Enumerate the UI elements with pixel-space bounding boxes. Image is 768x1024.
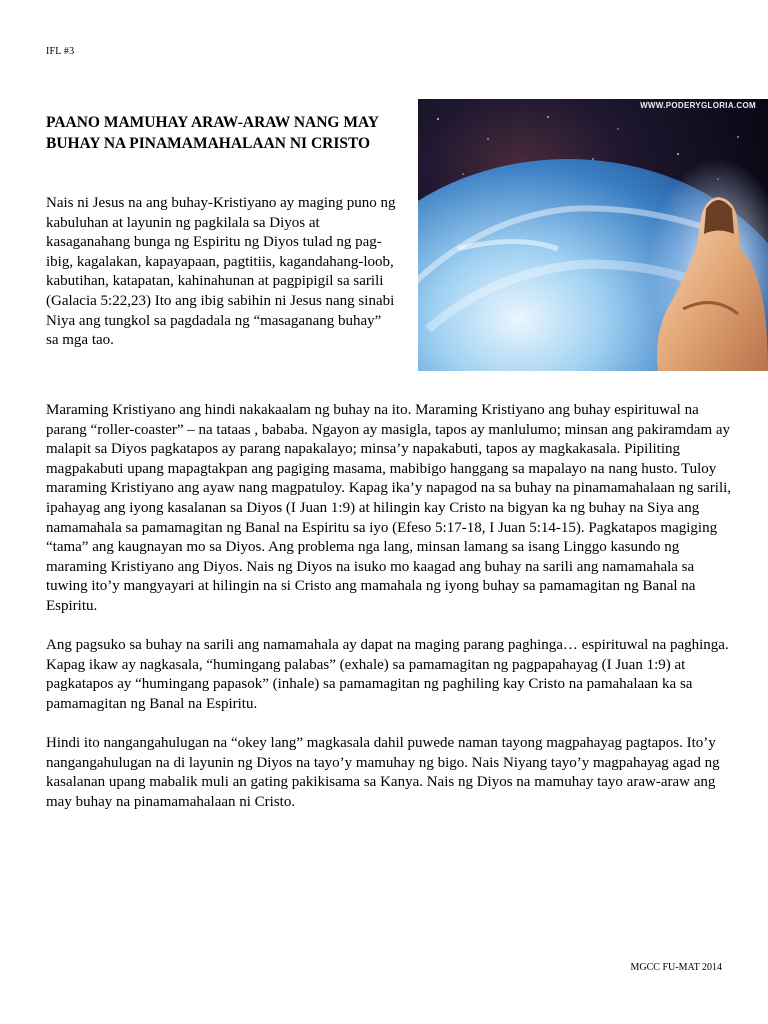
- document-id-label: IFL #3: [46, 46, 75, 57]
- earth-jesus-image: [418, 99, 768, 371]
- intro-paragraph: Nais ni Jesus na ang buhay-Kristiyano ay maging puno ng kabuluhan at layunin ng pagkilala sa Diyos at kasaganahang bunga ng Espiritu ng Diyos tulad ng pag-ibig, kagalakan, kapayapaan, pagtitiis, kagandahang-loob, kabutihan, katapatan, kahinahunan at pagpipigil sa sarili (Galacia 5:22,23) Ito ang ibig sabihin ni Jesus nang sinabi Niya ang tungkol sa pagdadala ng “masaganang buhay” sa mga tao.: [46, 195, 396, 349]
- body-paragraph: Maraming Kristiyano ang hindi nakakaalam ng buhay na ito. Maraming Kristiyano ang buhay espirituwal na parang “roller-coaster” – na tataas , bababa. Ngayon ay masigla, tapos ay manlulumo; minsan ang pakiramdam ay malapit sa Diyos pagkatapos ay parang napakalayo; minsa’y napakabuti, tapos ay magkakasala. Pipiliting magpakabuti upang mapagtakpan ang pagiging masama, mabibigo hanggang sa mapalayo na nang husto. Tuloy maraming Kristiyano ang ayaw nang magpatuloy. Kapag ika’y napagod na sa buhay na pinamamahalaan ng sarili, ipahayag ang iyong kasalanan sa Diyos (I Juan 1:9) at hilingin kay Cristo na bigyan ka ng buhay na Siya ang namamahala sa pamamagitan ng Banal na Espiritu sa iyo (Efeso 5:17-18, I Juan 5:14-15). Pagkatapos magiging “tama” ang kaugnayan mo sa Diyos. Ang problema nga lang, minsan lamang sa isang Linggo kasundo ng maraming Kristiyano ang Diyos. Nais ng Diyos na isuko mo kaagad ang buhay na sarili ang namamahala sa tuwing ito’y mangyayari at hilingin na si Cristo ang mamahala ng iyong buhay sa pamamagitan ng Banal na Espiritu.: [46, 402, 732, 614]
- body-paragraph: Hindi ito nangangahulugan na “okey lang” magkasala dahil puwede naman tayong magpahayag pagtapos. Ito’y nangangahulugan na di layunin ng Diyos na tayo’y mamuhay ng bigo. Nais Niyang tayo’y magpahayag agad ng kasalanan upang mabalik muli an gating pakikisama sa Kanya. Nais ng Diyos na mamuhay tayo araw-araw ang may buhay na pinamamahalaan ni Cristo.: [46, 735, 720, 810]
- body-text: [46, 401, 736, 832]
- page-title: PAANO MAMUHAY ARAW-ARAW NANG MAY BUHAY NA PINAMAMAHALAAN NI CRISTO: [46, 114, 379, 152]
- earth-from-space-icon: [418, 99, 768, 371]
- image-watermark: WWW.PODERYGLORIA.COM: [640, 101, 756, 110]
- body-paragraph: Ang pagsuko sa buhay na sarili ang namamahala ay dapat na maging parang paghinga… espirituwal na paghinga. Kapag ikaw ay nagkasala, “humingang palabas” (exhale) sa pamamagitan ng pagpapahayag (I Juan 1:9) at pagkatapos ay “humingang papasok” (inhale) sa pamamagitan ng paghiling kay Cristo na pamahalaan ka sa pamamagitan ng Banal na Espiritu.: [46, 637, 729, 712]
- footer-label: MGCC FU-MAT 2014: [630, 962, 722, 973]
